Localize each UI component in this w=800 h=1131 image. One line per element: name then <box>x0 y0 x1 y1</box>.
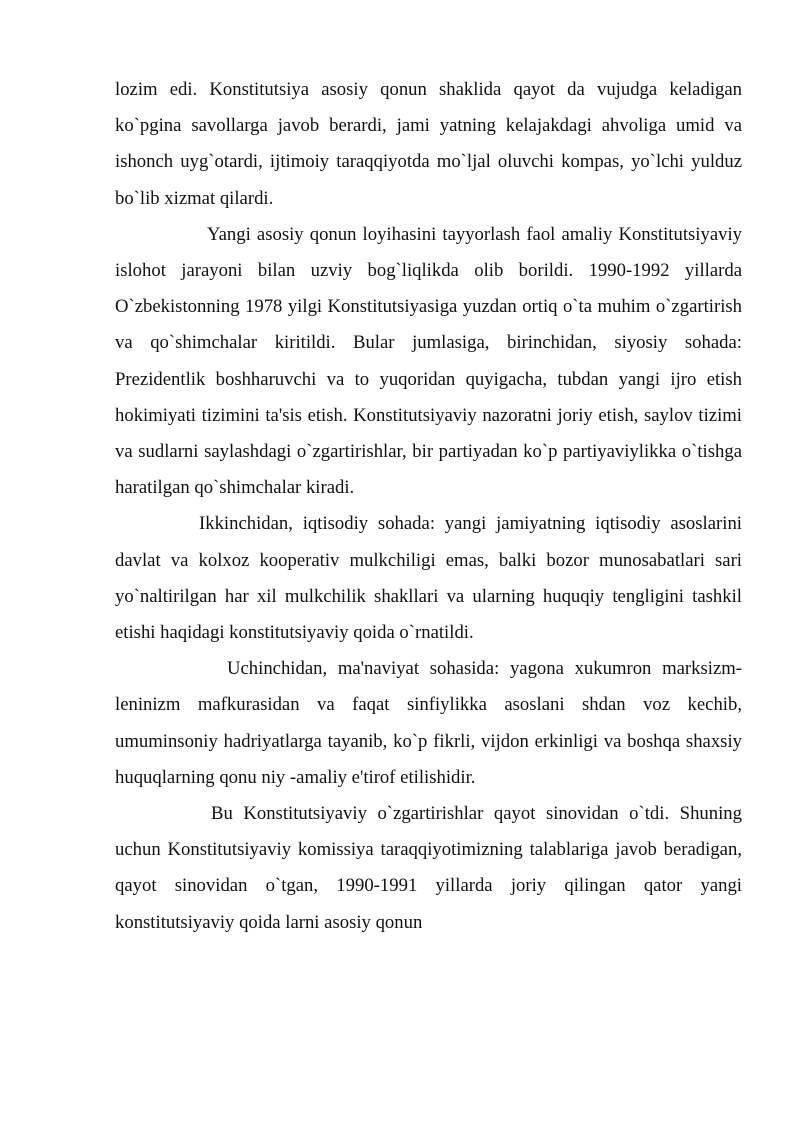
paragraph-continuation: lozim edi. Konstitutsiya asosiy qonun shaklida qayot da vujudga keladigan ko`pgina savollarga javob berardi, jami yatning kelajakdagi ahvoliga umid va ishonch uyg`otardi, ijtimoiy taraqqiyotda mo`ljal oluvchi kompas, yo`lchi yulduz bo`lib xizmat qilardi. <box>115 79 742 209</box>
paragraph-reform-process: Yangi asosiy qonun loyihasini tayyorlash faol amaliy Konstitutsiyaviy islohot jarayoni bilan uzviy bog`liqlikda olib borildi. 1990-1992 yillarda O`zbekistonning 1978 yilgi Konstitutsiyasiga yuzdan ortiq o`ta muhim o`zgartirish va qo`shimchalar kiritildi. Bular jumlasiga, birinchidan, siyosiy sohada: Prezidentlik boshharuvchi va to yuqoridan quyigacha, tubdan yangi ijro etish hokimiyati tizimini ta'sis etish. Konstitutsiyaviy nazoratni joriy etish, saylov tizimi va sudlarni saylashdagi o`zgartirishlar, bir partiyadan ko`p partiyaviylikka o`tishga haratilgan qo`shimchalar kiradi. <box>115 223 742 499</box>
paragraph-economic-sphere: Ikkinchidan, iqtisodiy sohada: yangi jamiyatning iqtisodiy asoslarini davlat va kolxoz kooperativ mulkchiligi emas, balki bozor munosabatlari sari yo`naltirilgan har xil mulkchilik shakllari va ularning huquqiy tengligini tashkil etishi haqidagi konstitutsiyaviy qoida o`rnatildi. <box>115 513 742 644</box>
paragraph-spiritual-sphere: Uchinchidan, ma'naviyat sohasida: yagona xukumron marksizm-leninizm mafkurasidan va faqat sinfiylikka asoslani shdan voz kechib, umuminsoniy hadriyatlarga tayanib, ko`p fikrli, vijdon erkinligi va boshqa shaxsiy huquqlarning qonu niy -amaliy e'tirof etilishidir. <box>115 658 742 788</box>
document-page <box>115 72 742 941</box>
paragraph-constitutional-changes: Bu Konstitutsiyaviy o`zgartirishlar qayot sinovidan o`tdi. Shuning uchun Konstitutsiyaviy komissiya taraqqiyotimizning talablariga javob beradigan, qayot sinovidan o`tgan, 1990-1991 yillarda joriy qilingan qator yangi konstitutsiyaviy qoida larni asosiy qonun <box>115 803 742 933</box>
